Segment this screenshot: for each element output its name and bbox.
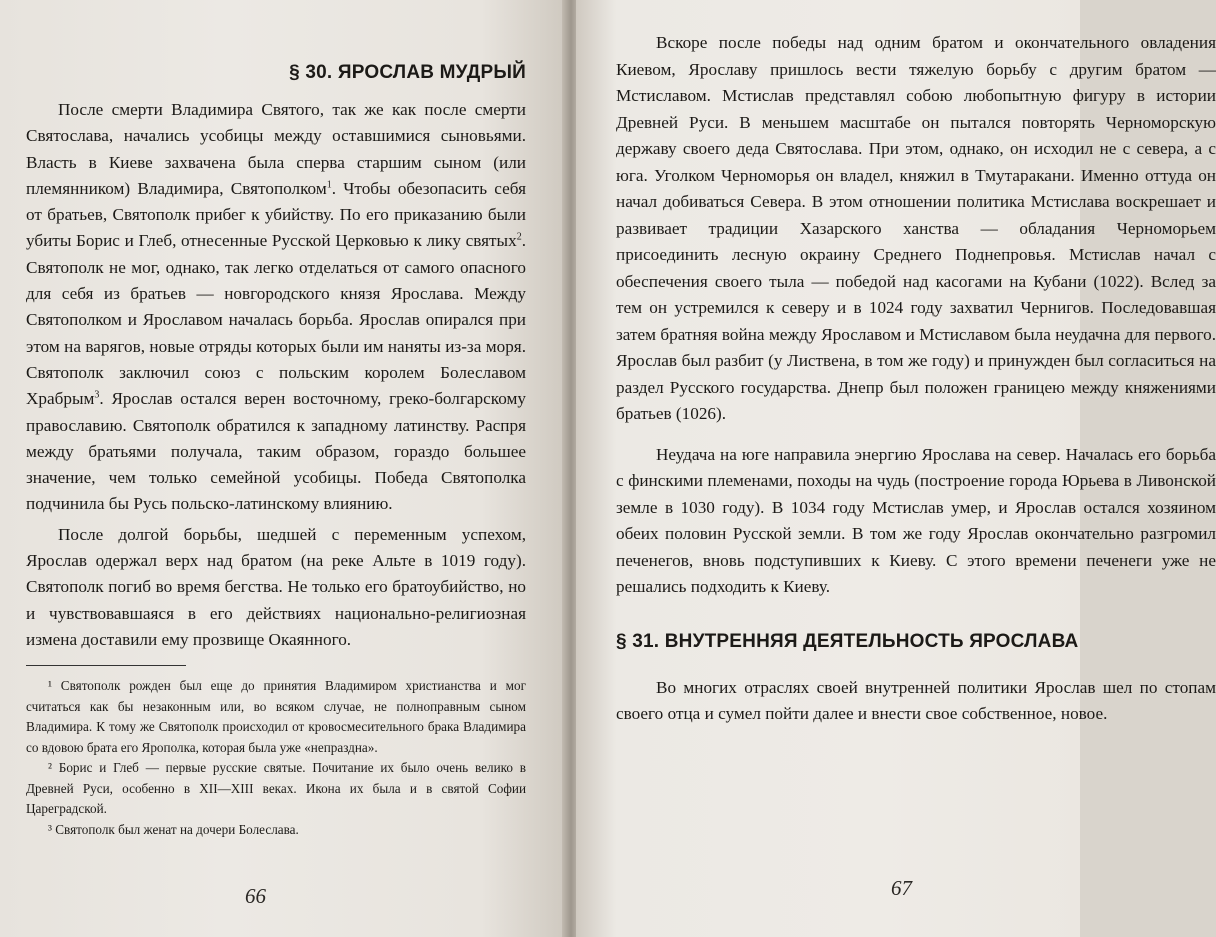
- footnote-1: ¹ Святополк рожден был еще до принятия Владимиром христианства и мог считаться как бы незаконным или, во всяком случае, не полноправным сыном Владимира. К тому же Святополк происходил от кровосмесительного брака Владимира со вдовою брата его Ярополка, которая была уже «непраздна».: [26, 678, 526, 755]
- section-heading-31: § 31. ВНУТРЕННЯЯ ДЕЯТЕЛЬНОСТЬ ЯРОСЛАВА: [616, 630, 1079, 652]
- page-number-right: 67: [891, 876, 912, 900]
- right-paragraph-2: Неудача на юге направила энергию Ярослава на север. Началась его борьба с финскими племенами, походы на чудь (построение города Юрьева в Ливонской земле в 1030 году). В 1034 году Мстислав умер, и Ярослав остался хозяином обеих половин Русской земли. В том же году Ярослав окончательно разгромил печенегов, вновь подступивших к Киеву. С этого времени печенеги уже не решались подходить к Киеву.: [616, 444, 1216, 596]
- page-number-left: 66: [245, 884, 266, 908]
- footnote-2: ² Борис и Глеб — первые русские святые. Почитание их было очень велико в Древней Руси, особенно в XII—XIII веках. Икона их была и в святой Софии Цареградской.: [26, 760, 526, 817]
- left-text-block: [26, 62, 526, 840]
- footnote-ref-1: 1: [326, 179, 332, 191]
- footnote-ref-2: 2: [516, 231, 522, 243]
- left-paragraph-2: После долгой борьбы, шедшей с переменным успехом, Ярослав одержал верх над братом (на реке Альте в 1019 году). Святополк погиб во время бегства. Не только его братоубийство, но и чувствовавшаяся в его действиях национально-религиозная измена доставили ему прозвище Окаянного.: [26, 524, 526, 649]
- footnote-ref-3: 3: [94, 389, 100, 401]
- left-page: [0, 0, 566, 937]
- right-paragraph-1: Вскоре после победы над одним братом и окончательного овладения Киевом, Ярославу пришлось вести тяжелую борьбу с другим братом — Мстиславом. Мстислав представлял собою любопытную фигуру в истории Древней Руси. В меньшем масштабе он пытался повторять Черноморскую державу своего деда Святослава. При этом, однако, он исходил не с севера, а с юга. Уголком Черноморья он владел, княжил в Тмутаракани. Именно оттуда он начал добиваться Севера. В этом отношении политика Мстислава воскрешает и развивает традиции Хазарского ханства — обладания Черноморьем присоединить лесную окраину Среднего Поднепровья. Мстислав начал с обеспечения своего тыла — победой над касогами на Кубани (1022). Вслед за тем он устремился к северу и в 1024 году захватил Чернигов. Последовавшая затем братняя война между Ярославом и Мстиславом была неудачна для первого. Ярослав был разбит (у Листвена, в том же году) и принужден был согласиться на раздел Русского государства. Днепр был положен границею между княжениями братьев (1026).: [616, 33, 1216, 423]
- right-page: [576, 0, 1216, 937]
- right-paragraph-3: Во многих отраслях своей внутренней политики Ярослав шел по стопам своего отца и сумел пойти далее и внести свое собственное, новое.: [616, 677, 1216, 723]
- left-paragraph-1: После смерти Владимира Святого, так же как после смерти Святослава, начались усобицы между оставшимися сыновьями. Власть в Киеве захвачена была сперва старшим сыном (или племянником) Владимира, Святополком$^1$. Чтобы обезопасить себя от братьев, Святополк прибег к убийству. По его приказанию были убиты Борис и Глеб, отнесенные Русской Церковью к лику святых$^2$. Святополк не мог, однако, так легко отделаться от самого опасного для себя из братьев — новгородского князя Ярослава. Между Святополком и Ярославом началась борьба. Ярослав опирался при этом на варягов, новые отряды которых были им наняты из-за моря. Святополк заключил союз с польским королем Болеславом Храбрым$^3$. Ярослав остался верен восточному, греко-болгарскому православию. Святополк обратился к западному латинству. Распря между братьями получала, таким образом, гораздо большее значение, чем только семейной усобицы. Победа Святополка подчинила бы Русь польско-латинскому влиянию.: [26, 100, 526, 514]
- footnote-divider: [26, 665, 186, 666]
- section-heading-30: § 30. ЯРОСЛАВ МУДРЫЙ: [289, 62, 526, 83]
- right-text-block: [616, 30, 1216, 728]
- footnote-3: ³ Святополк был женат на дочери Болеслава.: [48, 821, 299, 837]
